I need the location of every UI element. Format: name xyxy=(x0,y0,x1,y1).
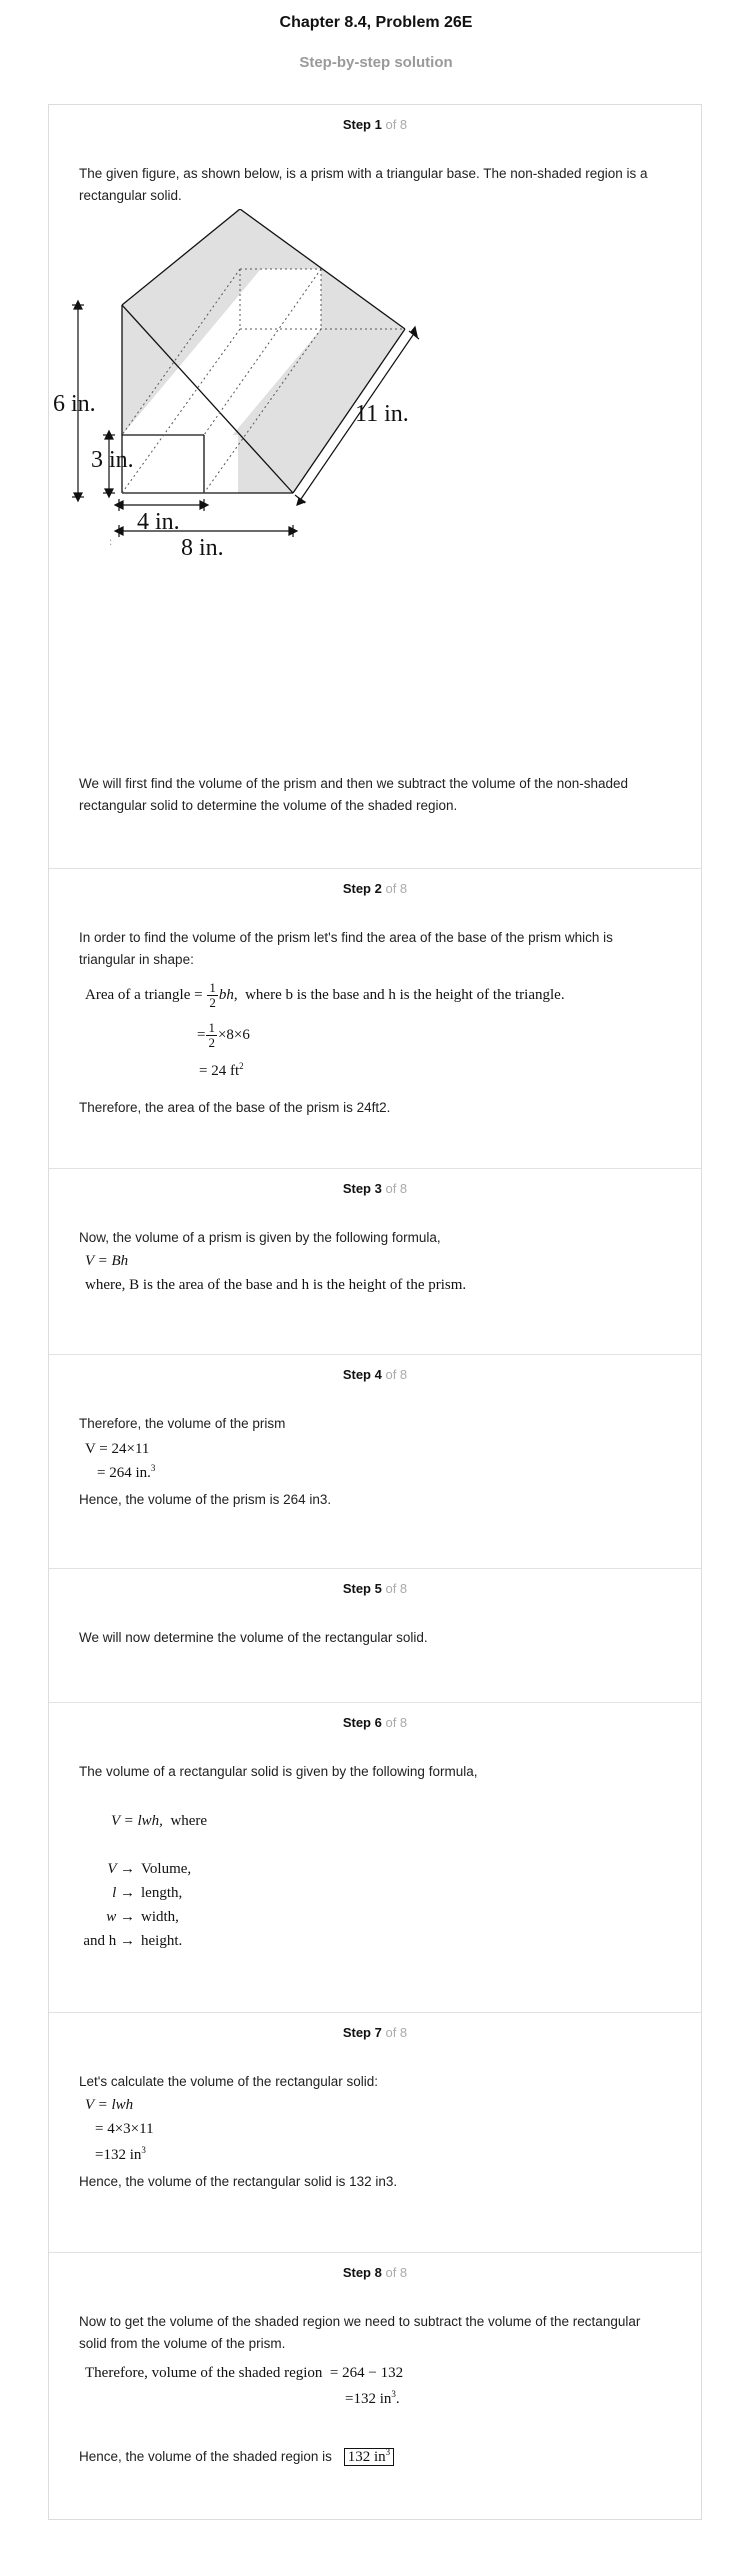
solution-panel xyxy=(48,104,702,2520)
step-label: Step 5 xyxy=(342,1581,382,1596)
step-2 xyxy=(49,869,701,1169)
step-count: of 8 xyxy=(385,2265,408,2280)
fraction xyxy=(206,1021,217,1050)
step-1-text: The given figure, as shown below, is a prism with a triangular base. The non-shaded region is a rectangular solid. xyxy=(79,166,648,203)
step-4-text-2: Hence, the volume of the prism is 264 in3. xyxy=(79,1492,332,1507)
equation-lhs: Therefore, volume of the shaded region xyxy=(85,2365,323,2381)
step-8-conclusion xyxy=(79,2441,669,2468)
page-subtitle: Step-by-step solution xyxy=(299,54,453,71)
step-4 xyxy=(49,1355,701,1569)
step-count: of 8 xyxy=(385,1181,408,1196)
step-5 xyxy=(49,1569,701,1703)
step-8 xyxy=(49,2253,701,2519)
shaded-volume-result xyxy=(345,2389,400,2408)
volume-result: =132 in xyxy=(345,2391,392,2407)
conclusion-text: Hence, the volume of the shaded region is xyxy=(79,2449,332,2464)
var-description: length, xyxy=(141,1885,183,1901)
rect-volume-substitution: = 4×3×11 xyxy=(95,2121,154,2137)
label-6in: 6 in. xyxy=(53,391,96,417)
step-count: of 8 xyxy=(385,1367,408,1382)
label-3in: 3 in. xyxy=(91,447,134,473)
step-2-text-2: Therefore, the area of the base of the prism is 24ft2. xyxy=(79,1100,391,1115)
label-4in: 4 in. xyxy=(137,509,180,535)
prism-volume-result xyxy=(97,1463,155,1482)
rect-volume-formula: V = lwh xyxy=(85,2097,134,2113)
fraction xyxy=(207,981,218,1010)
var-symbol: w → xyxy=(106,1909,135,1925)
label-8in: 8 in. xyxy=(181,535,224,561)
prism-volume-note: where, B is the area of the base and h is the height of the prism. xyxy=(85,1277,467,1293)
prism-volume-formula: V = Bh xyxy=(85,1253,129,1269)
step-6-text: The volume of a rectangular solid is given by the following formula, xyxy=(79,1764,478,1779)
step-2-header xyxy=(49,881,701,896)
shaded-volume-equation xyxy=(85,2365,403,2382)
fraction-denominator: 2 xyxy=(209,995,216,1010)
var-symbol: V → xyxy=(107,1861,135,1877)
triangle-area-result xyxy=(199,1061,244,1080)
volume-result: = 264 in. xyxy=(97,1465,151,1481)
label-11in: 11 in. xyxy=(355,401,409,427)
exponent: 3 xyxy=(385,2447,391,2457)
step-count: of 8 xyxy=(385,881,408,896)
exponent: 3 xyxy=(391,2389,396,2399)
formula: V = lwh, xyxy=(111,1813,163,1829)
step-label: Step 3 xyxy=(342,1181,382,1196)
non-shaded-box-front xyxy=(122,435,238,493)
step-label: Step 7 xyxy=(342,2025,382,2040)
exponent: 3 xyxy=(141,2145,146,2155)
step-label: Step 1 xyxy=(342,117,382,132)
step-1-text-2: We will first find the volume of the prism and then we subtract the volume of the non-shaded rectangular solid to determine the volume of the shaded region. xyxy=(79,776,629,813)
step-8-header xyxy=(49,2265,701,2280)
formula-rhs: bh, xyxy=(218,986,238,1003)
step-count: of 8 xyxy=(385,1581,408,1596)
var-symbol: and h → xyxy=(83,1933,135,1949)
var-symbol: l → xyxy=(112,1885,135,1901)
step-6 xyxy=(49,1703,701,2013)
step-8-text: Now to get the volume of the shaded region we need to subtract the volume of the rectangular solid from the volume of the prism. xyxy=(79,2314,641,2351)
volume-result: =132 in xyxy=(95,2147,142,2163)
step-label: Step 8 xyxy=(342,2265,382,2280)
prism-volume-substitution: V = 24×11 xyxy=(85,1441,150,1457)
step-1 xyxy=(49,105,701,869)
step-7-text-2: Hence, the volume of the rectangular solid is 132 in3. xyxy=(79,2174,398,2189)
substitution-values: ×8×6 xyxy=(217,1026,250,1043)
period: . xyxy=(395,2391,400,2407)
var-description: Volume, xyxy=(141,1861,192,1877)
formula-where: where xyxy=(170,1813,208,1829)
step-5-header xyxy=(49,1581,701,1596)
formula-lhs: Area of a triangle = xyxy=(85,986,203,1003)
rect-volume-result xyxy=(95,2145,146,2164)
var-description: width, xyxy=(141,1909,179,1925)
triangle-area-substitution xyxy=(197,1021,250,1050)
step-label: Step 2 xyxy=(342,881,382,896)
step-3-text: Now, the volume of a prism is given by the following formula, xyxy=(79,1230,441,1245)
exponent: 3 xyxy=(150,1463,156,1473)
step-3 xyxy=(49,1169,701,1355)
fraction-numerator: 1 xyxy=(209,980,216,995)
formula-note: where b is the base and h is the height of the triangle. xyxy=(245,986,565,1003)
step-7-text: Let's calculate the volume of the rectangular solid: xyxy=(79,2074,378,2089)
step-7 xyxy=(49,2013,701,2253)
prism-figure xyxy=(49,209,701,769)
final-answer-box xyxy=(344,2448,394,2466)
var-description: height. xyxy=(141,1933,183,1949)
area-result: = 24 ft xyxy=(199,1063,240,1079)
step-1-header xyxy=(49,117,701,132)
fraction-denominator: 2 xyxy=(208,1035,215,1050)
step-count: of 8 xyxy=(385,1715,408,1730)
equals-sign: = xyxy=(197,1026,206,1043)
rect-volume-formula xyxy=(111,1813,207,1830)
triangle-area-formula xyxy=(85,981,565,1010)
equation-rhs: = 264 − 132 xyxy=(329,2365,404,2381)
final-answer: 132 in xyxy=(347,2449,386,2465)
step-label: Step 6 xyxy=(342,1715,382,1730)
exponent: 2 xyxy=(239,1061,244,1071)
fraction-numerator: 1 xyxy=(208,1020,215,1035)
step-count: of 8 xyxy=(385,2025,408,2040)
page-title: Chapter 8.4, Problem 26E xyxy=(279,14,473,31)
step-3-header xyxy=(49,1181,701,1196)
step-5-text: We will now determine the volume of the rectangular solid. xyxy=(79,1630,428,1645)
step-7-header xyxy=(49,2025,701,2040)
step-count: of 8 xyxy=(385,117,408,132)
stray-mark: : xyxy=(109,534,113,548)
step-6-header xyxy=(49,1715,701,1730)
step-4-text: Therefore, the volume of the prism xyxy=(79,1416,286,1431)
step-4-header xyxy=(49,1367,701,1382)
step-2-text: In order to find the volume of the prism let's find the area of the base of the prism which is triangular in shape: xyxy=(79,930,613,967)
step-label: Step 4 xyxy=(342,1367,382,1382)
